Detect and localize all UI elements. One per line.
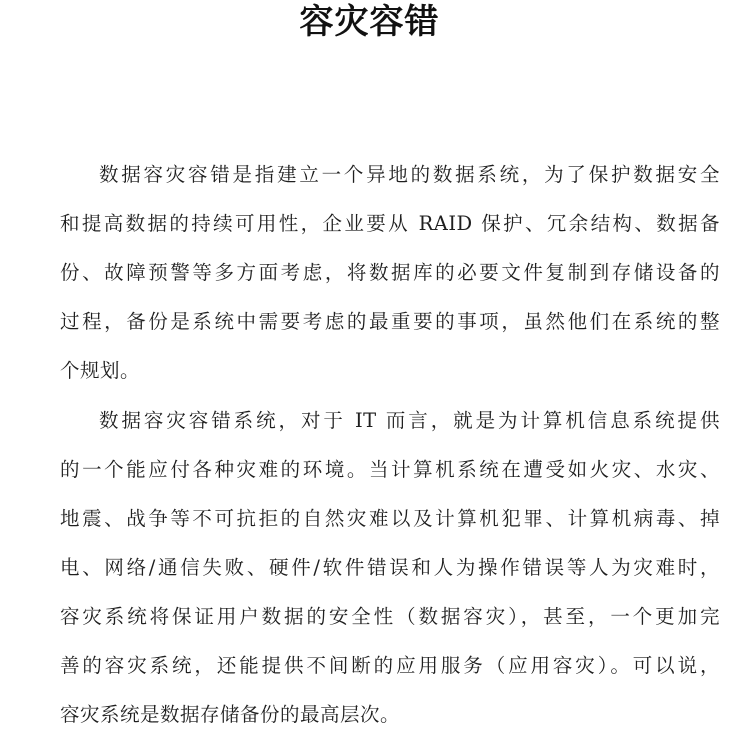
paragraph-2 [60, 396, 720, 739]
paragraph-1-line-1: 数据容灾容错是指建立一个异地的数据系统，为了保护数据安全 [99, 163, 720, 186]
paragraph-2-line-3: 地震、战争等不可抗拒的自然灾难以及计算机犯罪、计算机病毒、掉 [60, 507, 720, 530]
document-title: 容灾容错 [299, 2, 440, 42]
paragraph-1-line-5: 个规划。 [60, 359, 141, 382]
paragraph-1 [60, 150, 720, 395]
paragraph-2-line-6: 善的容灾系统，还能提供不间断的应用服务（应用容灾）。可以说， [60, 654, 720, 677]
paragraph-2-line-5: 容灾系统将保证用户数据的安全性（数据容灾），甚至，一个更加完 [60, 605, 720, 628]
paragraph-2-line-2: 的一个能应付各种灾难的环境。当计算机系统在遭受如火灾、水灾、 [60, 458, 720, 481]
paragraph-2-line-1: 数据容灾容错系统，对于 IT 而言，就是为计算机信息系统提供 [99, 409, 720, 432]
paragraph-2-line-4: 电、网络/通信失败、硬件/软件错误和人为操作错误等人为灾难时， [60, 556, 720, 579]
paragraph-1-line-2: 和提高数据的持续可用性，企业要从 RAID 保护、冗余结构、数据备 [60, 212, 720, 235]
paragraph-1-line-4: 过程，备份是系统中需要考虑的最重要的事项，虽然他们在系统的整 [60, 310, 720, 333]
paragraph-2-line-7: 容灾系统是数据存储备份的最高层次。 [60, 703, 401, 726]
paragraph-1-line-3: 份、故障预警等多方面考虑，将数据库的必要文件复制到存储设备的 [60, 261, 720, 284]
